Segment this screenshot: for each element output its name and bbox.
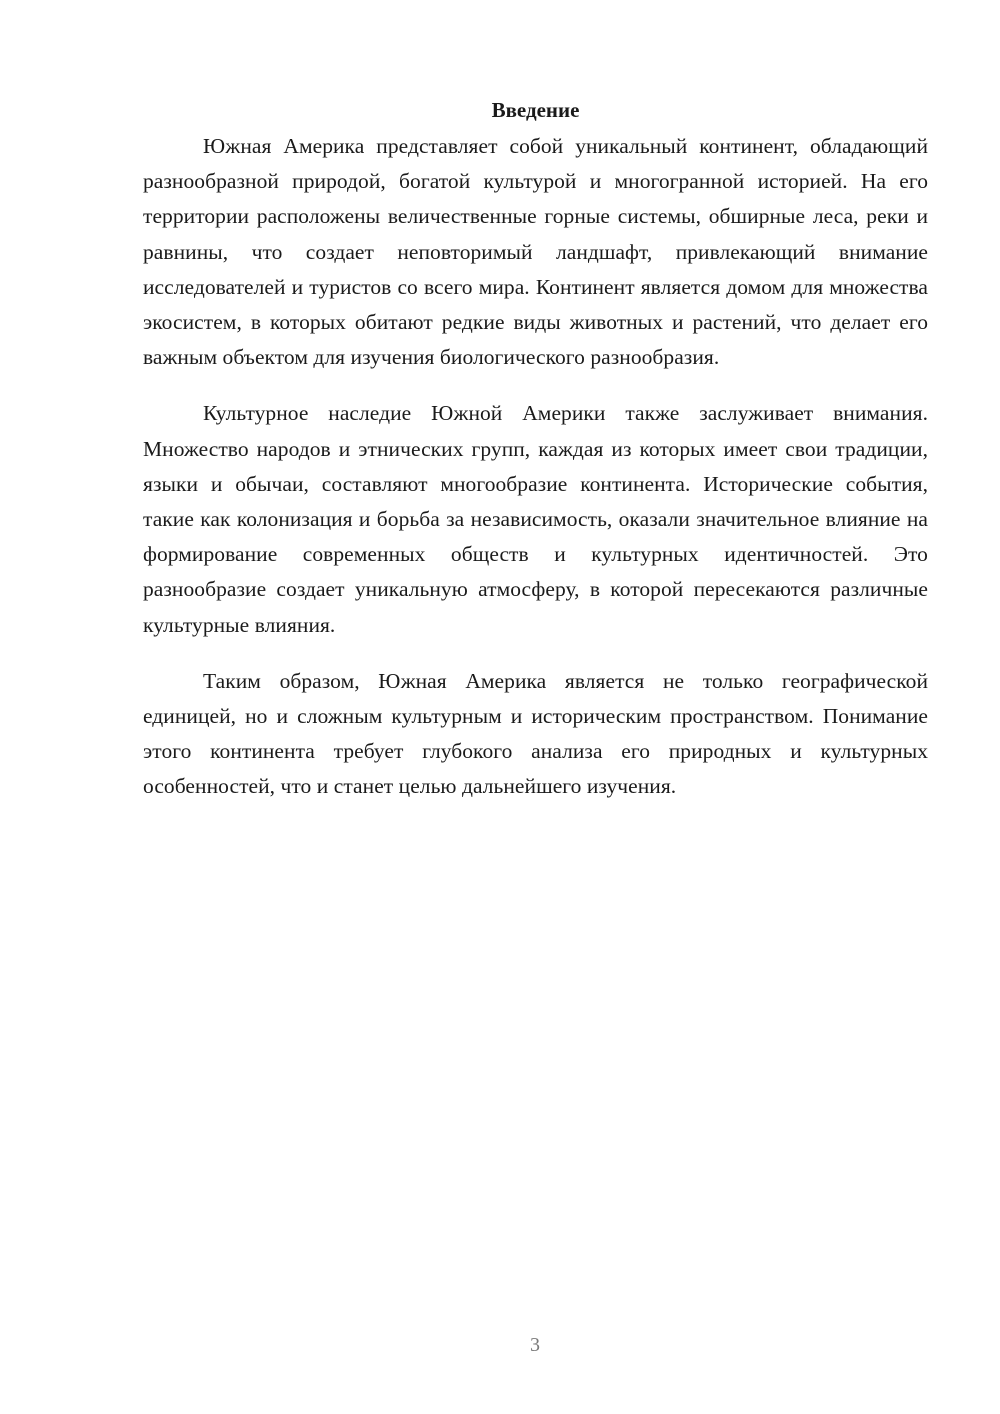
paragraph-3: Таким образом, Южная Америка является не только географической единицей, но и сложным культурным и историческим пространством. Понимание этого континента требует глубокого анализа его природных и культурных особенностей, что и станет целью дальнейшего изучения. (143, 668, 928, 799)
paragraph-2: Культурное наследие Южной Америки также заслуживает внимания. Множество народов и этнических групп, каждая из которых имеет свои традиции, языки и обычаи, составляют многообразие континента. Исторические события, такие как колонизация и борьба за независимость, оказали значительное влияние на формирование современных обществ и культурных идентичностей. Это разнообразие создает уникальную атмосферу, в которой пересекаются различные культурные влияния. (143, 401, 928, 637)
page-content (143, 93, 928, 826)
paragraph-1: Южная Америка представляет собой уникальный континент, обладающий разнообразной природой, богатой культурой и многогранной историей. На его территории расположены величественные горные системы, обширные леса, реки и равнины, что создает неповторимый ландшафт, привлекающий внимание исследователей и туристов со всего мира. Континент является домом для множества экосистем, в которых обитают редкие виды животных и растений, что делает его важным объектом для изучения биологического разнообразия. (143, 134, 928, 370)
page-number: 3 (530, 1334, 540, 1356)
section-heading: Введение (491, 98, 580, 122)
